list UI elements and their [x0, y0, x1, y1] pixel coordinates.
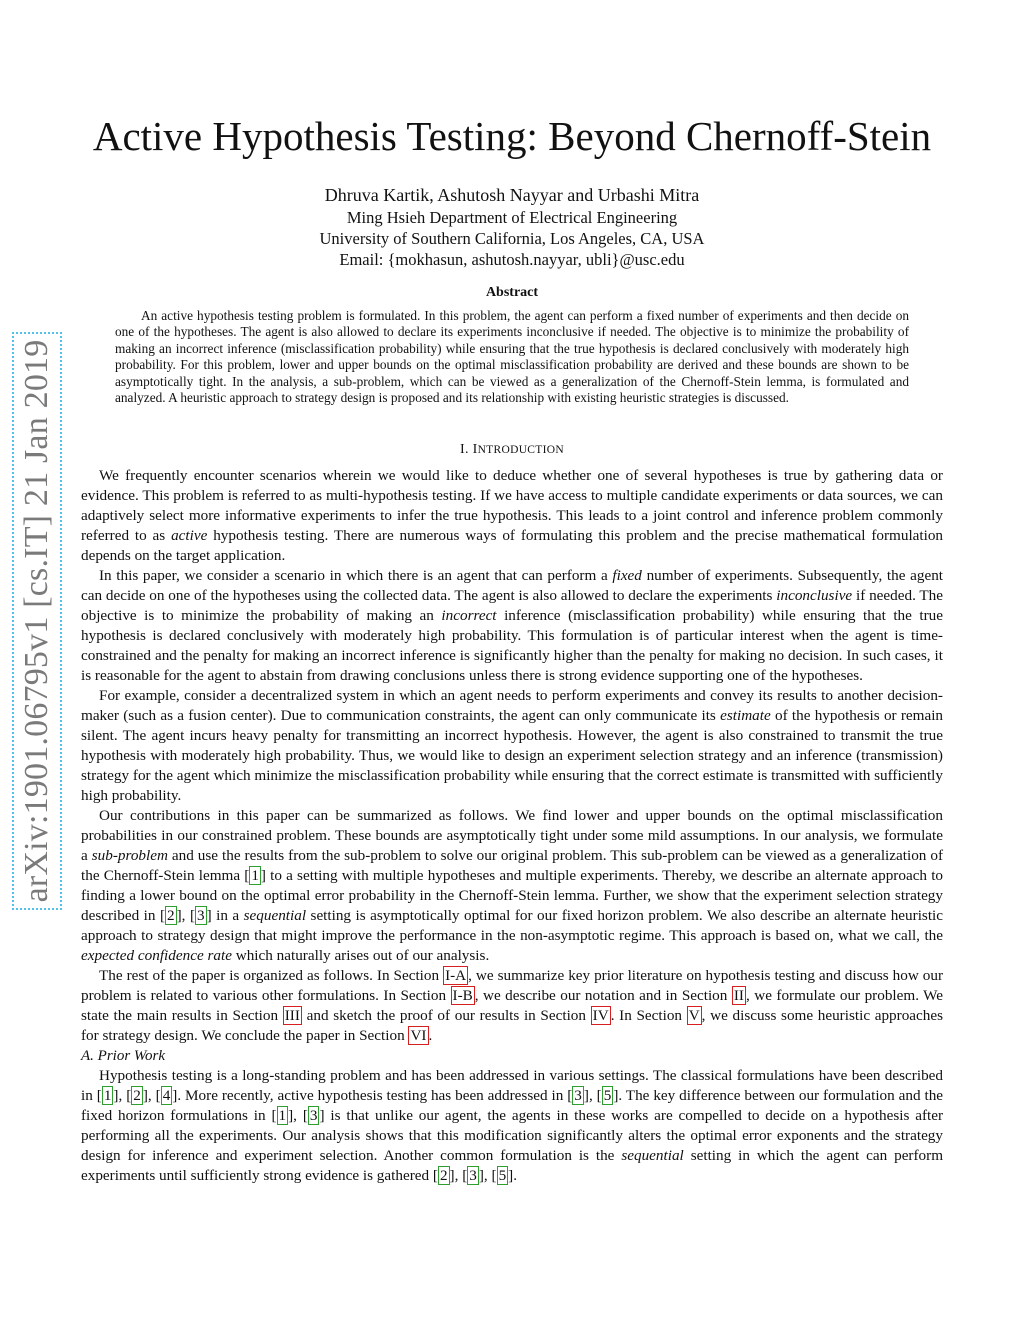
citation-link[interactable]: 1: [278, 1107, 287, 1124]
citation-link[interactable]: 3: [309, 1107, 318, 1124]
section-link[interactable]: I-A: [445, 967, 467, 984]
paragraph: In this paper, we consider a scenario in which there is an agent that can perform a fixed number of experiments. Subsequently, the agent can decide on one of the hypotheses using the collected data. The agent is also allowed to declare the experiments inconclusive if needed. The objective is to minimize the probability of making an incorrect inference (misclassification probability) while ensuring that the true hypothesis is declared conclusively with moderately high probability. This formulation is of particular interest when the agent is time-constrained and the penalty for making an incorrect inference is significantly higher than the penalty for making no decision. In such cases, it is reasonable for the agent to abstain from drawing conclusions unless there is strong evidence supporting one of the hypotheses.: [81, 567, 944, 684]
abstract-heading: Abstract: [485, 285, 539, 300]
citation-link[interactable]: 2: [167, 907, 175, 924]
paragraph: For example, consider a decentralized system in which an agent needs to perform experiments and convey its results to another decision-maker (such as a fusion center). Due to communication constraints, the agent can only communicate its estimate of the hypothesis or remain silent. The agent incurs heavy penalty for transmitting an incorrect hypothesis. However, the agent is also constrained to transmit the true hypothesis with moderately high probability. Thus, we would like to design an experiment selection strategy and an inference (transmission) strategy for the agent which minimize the misclassification probability while ensuring that the correct estimate is transmitted with sufficiently high probability.: [81, 687, 944, 804]
department: Ming Hsieh Department of Electrical Engineering: [346, 208, 678, 227]
citation-link[interactable]: 1: [251, 867, 259, 884]
author-block: [0, 184, 1024, 270]
section-numeral: I. I: [460, 442, 478, 457]
section-link[interactable]: VI: [410, 1027, 427, 1044]
citation-link[interactable]: 3: [469, 1167, 477, 1184]
section-link[interactable]: II: [733, 987, 744, 1004]
section-link[interactable]: III: [284, 1007, 300, 1024]
paragraph: Hypothesis testing is a long-standing problem and has been addressed in various settings. The classical formulations have been described in [ 1 ], [ 2 ], [ 4 ]. More recently, active hypothesis testing has been addressed in [ 3 ], [ 5 ]. The key difference between our formulation and the fixed horizon formulations in [ 1 ], [ 3 ] is that unlike our agent, the agents in these works are compelled to decide on a hypothesis after performing all the experiments. Our analysis shows that this modification significantly alters the optimal error exponents and the strategy design for inference and experiment selection. Another common formulation is the sequential setting in which the agent can perform experiments until sufficiently strong evidence is gathered [ 2 ], [ 3 ], [ 5 ].: [81, 1067, 944, 1184]
citation-link[interactable]: 2: [133, 1087, 141, 1104]
citation-link[interactable]: 5: [498, 1167, 507, 1184]
section-link[interactable]: IV: [592, 1007, 609, 1024]
arxiv-id: arXiv:1901.06795v1 [cs.IT] 21 Jan 2019: [18, 339, 55, 903]
paper-title: Active Hypothesis Testing: Beyond Chernoff-Stein: [92, 113, 932, 159]
paragraph: The rest of the paper is organized as follows. In Section I-A , we summarize key prior literature on hypothesis testing and discuss how our problem is related to various other formulations. In Section I-B , we describe our notation and in Section II , we formulate our problem. We state the main results in Section III and sketch the proof of our results in Section IV . In Section V , we discuss some heuristic approaches for strategy design. We conclude the paper in Section VI .: [81, 967, 944, 1044]
arxiv-sidebar-stamp: [12, 332, 62, 910]
section-title-smallcaps: NTRODUCTION: [477, 444, 564, 456]
university: University of Southern California, Los Angeles, CA, USA: [319, 229, 705, 248]
abstract-text: An active hypothesis testing problem is formulated. In this problem, the agent can perform a fixed number of experiments and then decide on one of the hypotheses. The agent is also allowed to declare its experiments inconclusive if needed. The objective is to minimize the probability of making an incorrect inference (misclassification probability) while ensuring that the true hypothesis is declared conclusively with moderately high probability. For this problem, lower and upper bounds on the optimal misclassification probability are derived and these bounds are shown to be asymptotically tight. In the analysis, a sub-problem, which can be viewed as a generalization of the Chernoff-Stein lemma, is formulated and analyzed. A heuristic approach to strategy design is proposed and its relationship with existing heuristic strategies is discussed.: [115, 308, 909, 406]
email: Email: {mokhasun, ashutosh.nayyar, ubli}@usc.edu: [339, 250, 685, 269]
section-link[interactable]: I-B: [452, 987, 473, 1004]
section-heading-introduction: [0, 442, 1024, 458]
subsection-heading-prior-work: A. Prior Work: [81, 1048, 166, 1064]
paragraph: Our contributions in this paper can be summarized as follows. We find lower and upper bounds on the optimal misclassification probabilities in our constrained problem. These bounds are asymptotically tight under some mild assumptions. In our analysis, we formulate a sub-problem and use the results from the sub-problem to solve our original problem. This sub-problem can be viewed as a generalization of the Chernoff-Stein lemma [ 1 ] to a setting with multiple hypotheses and multiple experiments. Thereby, we describe an alternate approach to finding a lower bound on the optimal error probability in the Chernoff-Stein lemma. Further, we show that the experiment selection strategy described in [ 2 ], [ 3 ] in a sequential setting is asymptotically optimal for our fixed horizon problem. We also describe an alternate heuristic approach to strategy design that might improve the performance in the non-asymptotic regime. This approach is based on, what we call, the expected confidence rate which naturally arises out of our analysis.: [81, 807, 944, 964]
citation-link[interactable]: 2: [439, 1167, 448, 1184]
paragraph: We frequently encounter scenarios wherein we would like to deduce whether one of several hypotheses is true by gathering data or evidence. This problem is referred to as multi-hypothesis testing. If we have access to multiple candidate experiments or data sources, we can adaptively select more informative experiments to infer the true hypothesis. This leads to a joint control and inference problem commonly referred to as active hypothesis testing. There are numerous ways of formulating this problem and the precise mathematical formulation depends on the target application.: [81, 467, 944, 564]
citation-link[interactable]: 1: [103, 1087, 112, 1104]
citation-link[interactable]: 4: [162, 1087, 171, 1104]
author-names: Dhruva Kartik, Ashutosh Nayyar and Urbashi Mitra: [324, 185, 700, 205]
citation-link[interactable]: 3: [574, 1087, 582, 1104]
body-text: [81, 466, 943, 1186]
citation-link[interactable]: 5: [603, 1087, 612, 1104]
section-link[interactable]: V: [688, 1007, 700, 1024]
citation-link[interactable]: 3: [197, 907, 205, 924]
